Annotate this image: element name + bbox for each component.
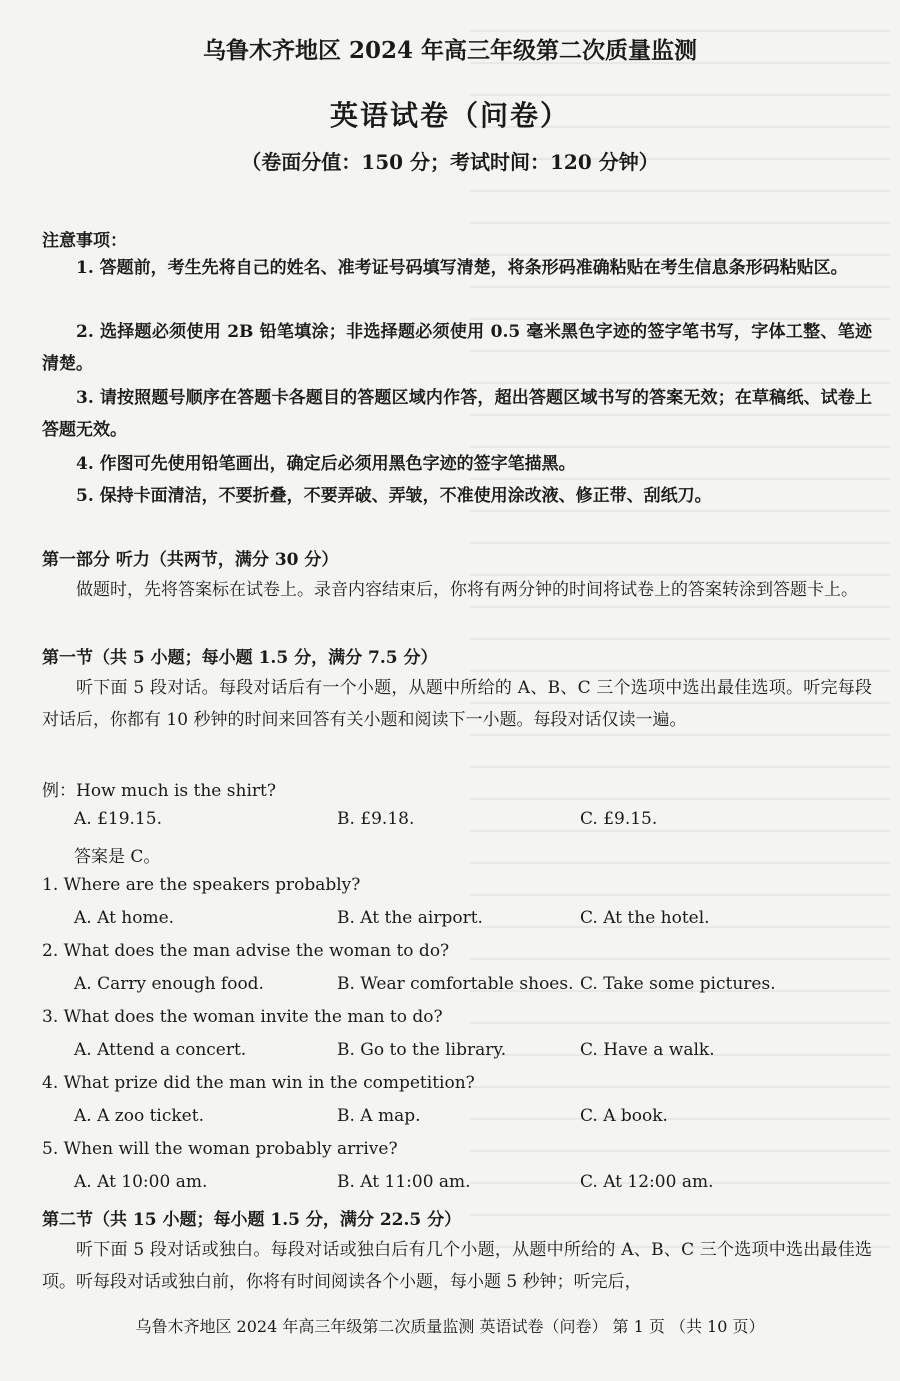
notice-item-5: 5. 保持卡面清洁，不要折叠，不要弄破、弄皱，不准使用涂改液、修正带、刮纸刀。	[76, 486, 712, 506]
page-footer: 乌鲁木齐地区 2024 年高三年级第二次质量监测 英语试卷（问卷） 第 1 页 （共 10 页）	[135, 1317, 765, 1336]
example-option-b: B. £9.18.	[337, 809, 415, 829]
question-1-option-a: A. At home.	[74, 908, 175, 928]
notice-item-1: 1. 答题前，考生先将自己的姓名、准考证号码填写清楚，将条形码准确粘贴在考生信息条形码粘贴区。	[76, 258, 848, 278]
question-2-option-b: B. Wear comfortable shoes.	[337, 974, 574, 994]
question-1-option-b: B. At the airport.	[337, 908, 483, 928]
example-question: 例：How much is the shirt?	[42, 781, 276, 801]
example-option-a: A. £19.15.	[74, 809, 162, 829]
question-3-option-b: B. Go to the library.	[337, 1040, 507, 1060]
question-3: 3. What does the woman invite the man to do?	[42, 1007, 443, 1027]
example-option-c: C. £9.15.	[580, 809, 658, 829]
question-2: 2. What does the man advise the woman to do?	[42, 941, 450, 961]
question-5-option-b: B. At 11:00 am.	[337, 1172, 471, 1192]
section2-title: 第二节（共 15 小题；每小题 1.5 分，满分 22.5 分）	[42, 1210, 462, 1230]
example-answer: 答案是 C。	[74, 847, 161, 867]
question-3-option-c: C. Have a walk.	[580, 1040, 715, 1060]
section1-title: 第一节（共 5 小题；每小题 1.5 分，满分 7.5 分）	[42, 648, 438, 668]
notice-item-2: 2. 选择题必须使用 2B 铅笔填涂；非选择题必须使用 0.5 毫米黑色字迹的签字笔书写，字体工整、笔迹清楚。	[42, 322, 872, 374]
question-4-option-a: A. A zoo ticket.	[74, 1106, 204, 1126]
question-2-option-a: A. Carry enough food.	[74, 974, 264, 994]
section1-instruction: 听下面 5 段对话。每段对话后有一个小题，从题中所给的 A、B、C 三个选项中选出最佳选项。听完每段对话后，你都有 10 秒钟的时间来回答有关小题和阅读下一小题。每段对话仅读一遍。	[42, 678, 872, 730]
notice-item-3: 3. 请按照题号顺序在答题卡各题目的答题区域内作答，超出答题区域书写的答案无效；在草稿纸、试卷上答题无效。	[42, 388, 872, 440]
notice-title: 注意事项：	[42, 231, 127, 251]
question-5-option-c: C. At 12:00 am.	[580, 1172, 714, 1192]
part1-title: 第一部分 听力（共两节，满分 30 分）	[42, 550, 339, 570]
section2-instruction: 听下面 5 段对话或独白。每段对话或独白后有几个小题，从题中所给的 A、B、C 三个选项中选出最佳选项。听每段对话或独白前，你将有时间阅读各个小题，每小题 5 秒钟；听完后，	[42, 1240, 872, 1292]
question-1: 1. Where are the speakers probably?	[42, 875, 361, 895]
question-5-option-a: A. At 10:00 am.	[74, 1172, 208, 1192]
question-2-option-c: C. Take some pictures.	[580, 974, 776, 994]
question-4-option-b: B. A map.	[337, 1106, 421, 1126]
exam-title: 乌鲁木齐地区 2024 年高三年级第二次质量监测	[202, 37, 698, 64]
notice-item-4: 4. 作图可先使用铅笔画出，确定后必须用黑色字迹的签字笔描黑。	[76, 454, 576, 474]
exam-subtitle: 英语试卷（问卷）	[329, 99, 570, 132]
question-4: 4. What prize did the man win in the competition?	[42, 1073, 475, 1093]
show-through-texture	[470, 30, 890, 1270]
question-5: 5. When will the woman probably arrive?	[42, 1139, 398, 1159]
question-1-option-c: C. At the hotel.	[580, 908, 710, 928]
part1-instruction: 做题时，先将答案标在试卷上。录音内容结束后，你将有两分钟的时间将试卷上的答案转涂到答题卡上。	[76, 580, 858, 600]
exam-info: （卷面分值：150 分；考试时间：120 分钟）	[241, 150, 659, 174]
question-3-option-a: A. Attend a concert.	[74, 1040, 247, 1060]
question-4-option-c: C. A book.	[580, 1106, 668, 1126]
